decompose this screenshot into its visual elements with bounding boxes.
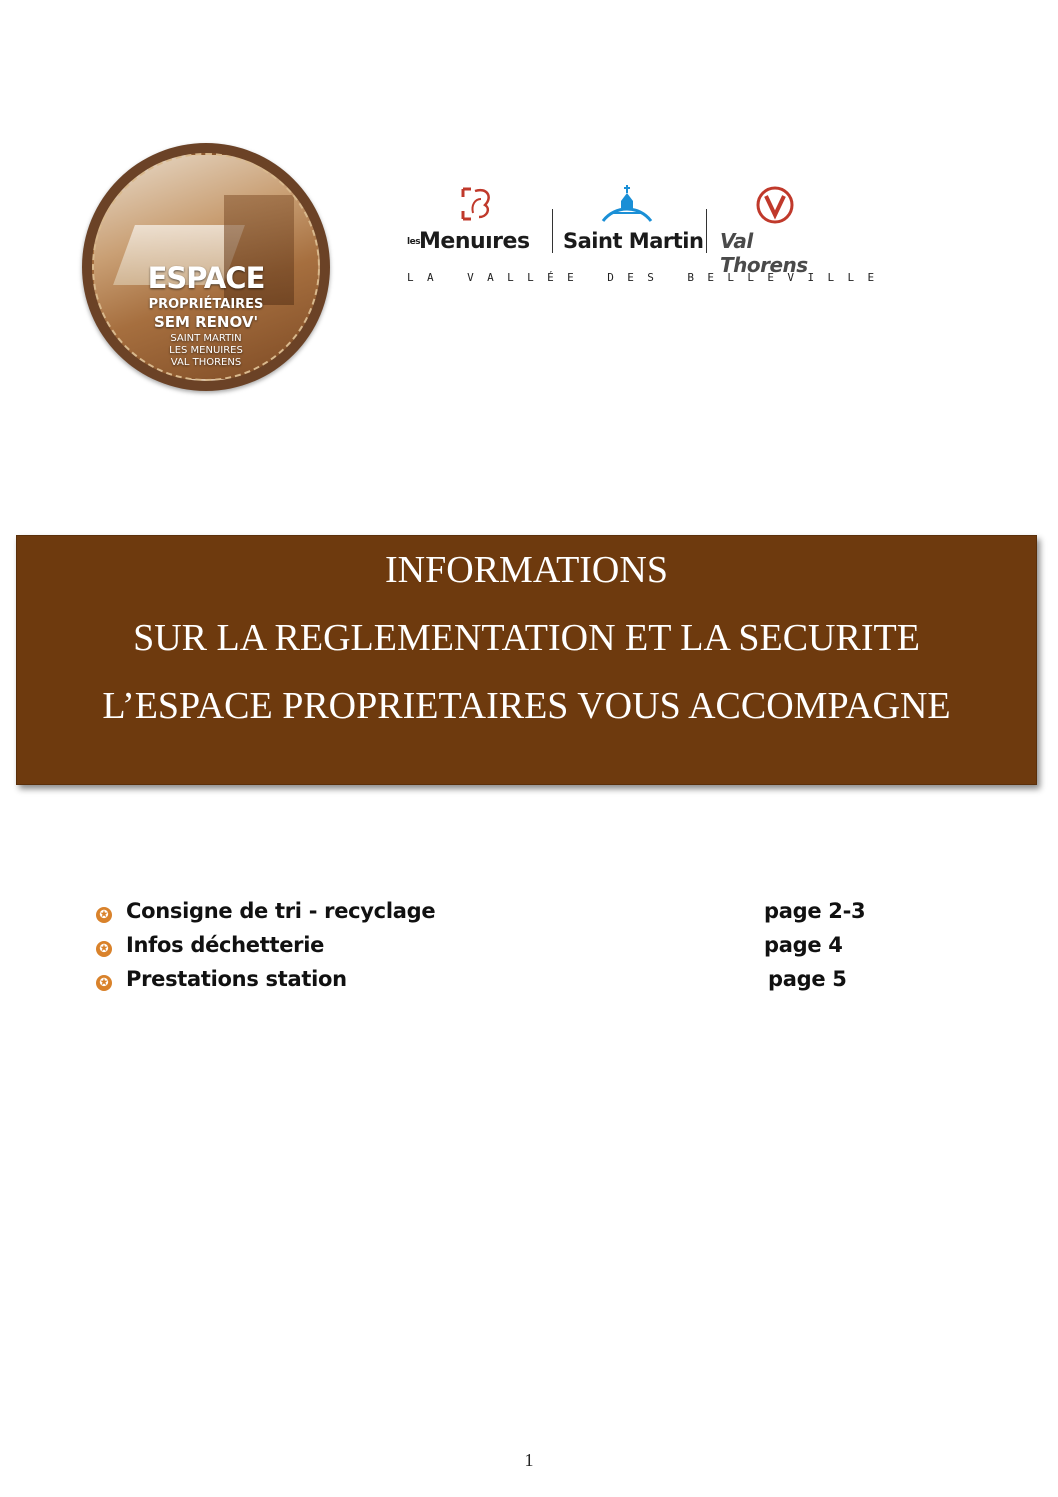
star-bullet-icon: ✪ (96, 941, 112, 957)
banner-line-1: INFORMATIONS (385, 549, 668, 591)
badge-inner (92, 153, 320, 381)
espace-proprietaires-badge-logo (82, 143, 330, 391)
saint-martin-church-icon (599, 183, 655, 227)
logo-divider (552, 209, 553, 253)
toc-item-label: Consigne de tri - recyclage (126, 899, 436, 923)
banner-line-3: L’ESPACE PROPRIETAIRES VOUS ACCOMPAGNE (102, 685, 951, 727)
badge-title: ESPACE (147, 261, 265, 295)
val-thorens-v-icon (755, 185, 795, 225)
badge-line-5: LES MENUIRES (169, 345, 243, 356)
badge-line-4: SAINT MARTIN (170, 333, 242, 344)
menuires-label: Menuıres (419, 229, 530, 254)
toc-item-page: page 2-3 (764, 899, 866, 923)
les-prefix: les (407, 236, 421, 247)
toc-item-label: Infos déchetterie (126, 933, 325, 957)
toc-item (96, 899, 876, 933)
saint-martin-wordmark: Saint Martin (563, 229, 704, 253)
page-number: 1 (524, 1450, 534, 1470)
badge-line-6: VAL THORENS (170, 357, 242, 368)
val-thorens-wordmark: Val Thorens (720, 229, 808, 277)
title-banner (16, 535, 1037, 785)
les-menuires-wordmark (407, 229, 530, 254)
toc-item-label: Prestations station (126, 967, 347, 991)
badge-line-3: SEM RENOV' (153, 313, 259, 331)
table-of-contents (96, 899, 876, 1001)
badge-line-2: PROPRIÉTAIRES (148, 297, 264, 312)
toc-item (96, 967, 876, 1001)
stations-logo (407, 183, 888, 293)
star-bullet-icon: ✪ (96, 975, 112, 991)
toc-item (96, 933, 876, 967)
toc-item-page: page 4 (764, 933, 843, 957)
banner-line-2: SUR LA REGLEMENTATION ET LA SECURITE (133, 617, 920, 659)
menuires-ram-icon (457, 183, 497, 223)
toc-item-page: page 5 (768, 967, 847, 991)
star-bullet-icon: ✪ (96, 907, 112, 923)
vallee-tagline: LA VALLÉE DES BELLEVILLE (407, 271, 888, 284)
logo-divider (706, 209, 707, 253)
